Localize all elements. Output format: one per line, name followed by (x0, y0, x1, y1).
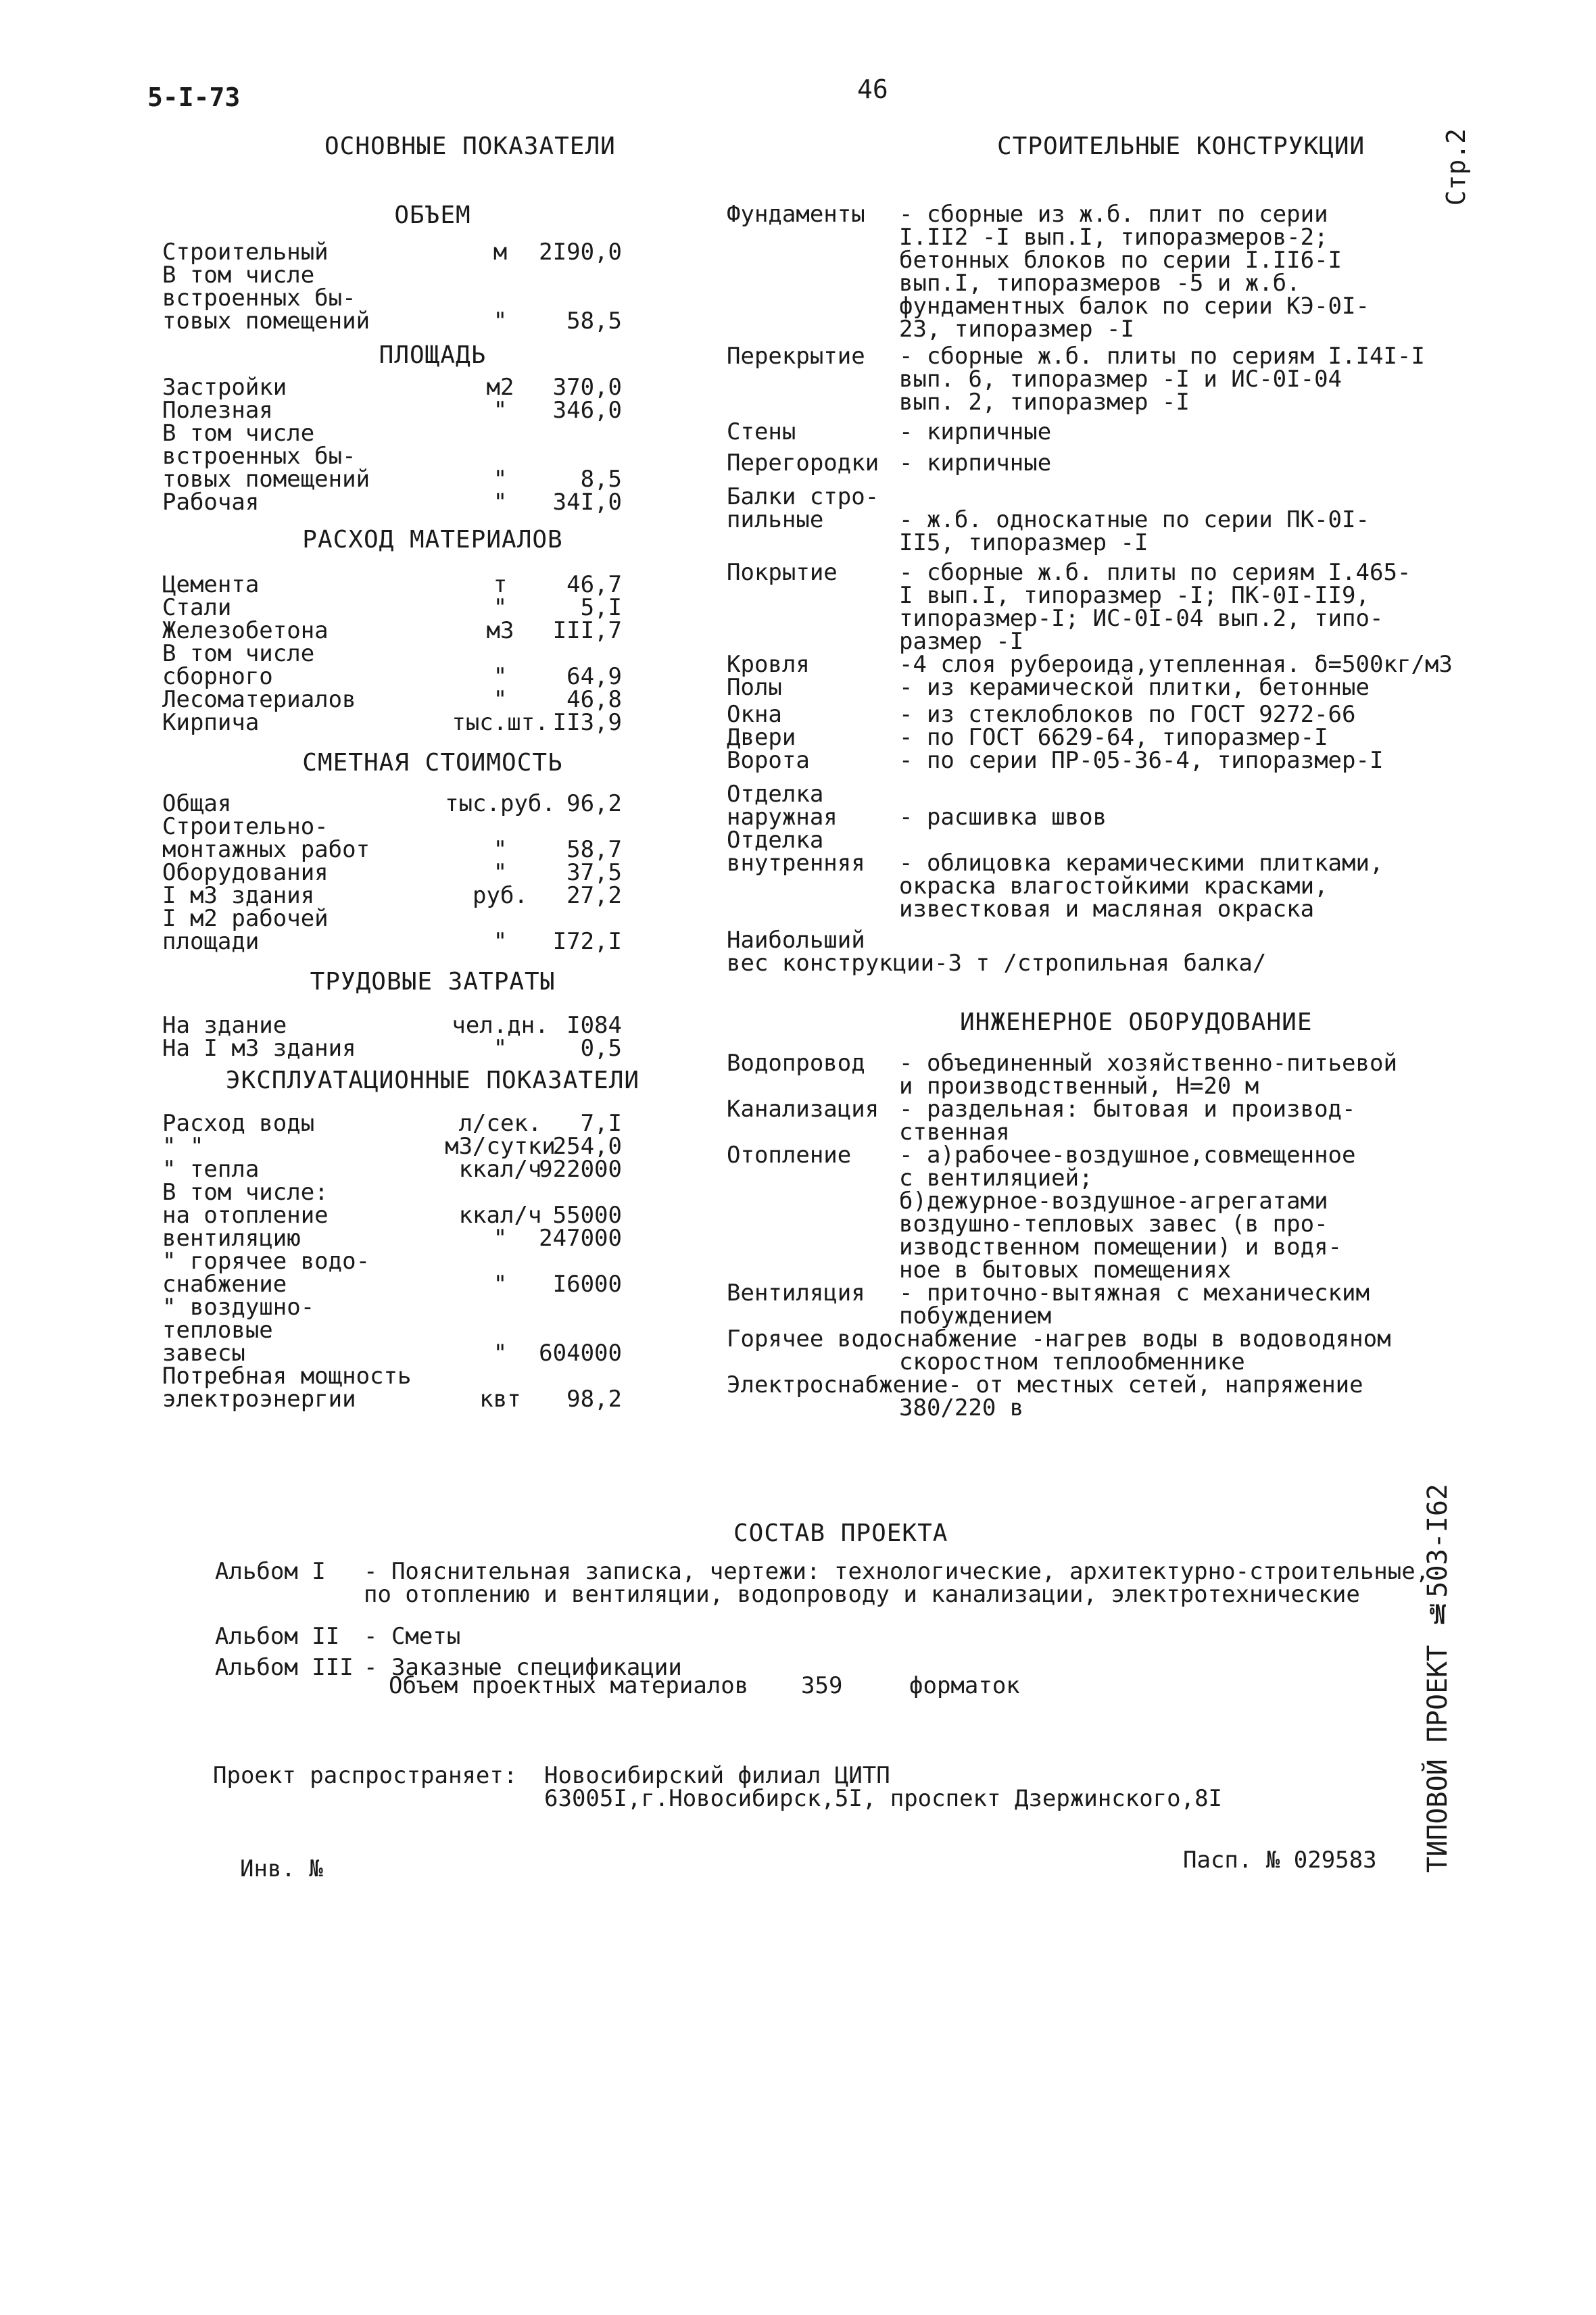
section-title: РАСХОД МАТЕРИАЛОВ (302, 526, 563, 554)
indicator-unit: " (493, 1225, 508, 1252)
indicator-value: 34I,0 (552, 489, 622, 516)
indicator-value: I6000 (552, 1271, 622, 1298)
spec-label: Перегородки (727, 449, 879, 477)
indicator-unit: квт (479, 1386, 521, 1413)
indicator-label: Кирпича (162, 709, 260, 736)
indicator-label: Рабочая (162, 489, 260, 516)
indicator-row (162, 665, 622, 688)
indicator-label: Строительно- (162, 813, 329, 840)
spec-desc: изводственном помещении) и водя- (899, 1234, 1343, 1261)
document-code: 5-I-73 (147, 82, 241, 112)
project-number-label: ТИПОВОЙ ПРОЕКТ №503-I62 (1422, 1484, 1453, 1873)
spec-label: Окна (727, 701, 782, 728)
indicator-label: Цемента (162, 571, 260, 598)
indicator-label: Строительный (162, 239, 329, 266)
spec-desc: фундаментных балок по серии КЭ-0I- (899, 293, 1370, 320)
spec-desc: и производственный, Н=20 м (899, 1073, 1259, 1100)
spec-label: Балки стро- (727, 483, 879, 510)
spec-desc: - сборные из ж.б. плит по серии (899, 201, 1328, 228)
indicator-unit: " (493, 928, 508, 955)
spec-label: Двери (727, 724, 796, 751)
spec-desc: побуждением (899, 1302, 1052, 1330)
indicator-value: III,7 (552, 617, 622, 644)
indicator-label: Потребная мощность (162, 1363, 412, 1390)
indicator-label: площади (162, 928, 260, 955)
spec-label: пильные (727, 506, 824, 533)
indicator-label: электроэнергии (162, 1386, 356, 1413)
indicator-label: Железобетона (162, 617, 329, 644)
spec-desc: 23, типоразмер -I (899, 316, 1134, 343)
indicator-row (162, 688, 622, 711)
spec-desc: II5, типоразмер -I (899, 529, 1148, 556)
indicator-row (162, 376, 622, 399)
indicator-unit: " (493, 397, 508, 424)
spec-desc: - расшивка швов (899, 804, 1107, 831)
indicator-label: I м2 рабочей (162, 905, 329, 932)
indicator-value: 0,5 (580, 1035, 622, 1062)
section-title: СМЕТНАЯ СТОИМОСТЬ (302, 749, 563, 777)
section-title: ОБЪЕМ (394, 201, 471, 229)
indicator-row (162, 310, 622, 333)
spec-label: Электроснабжение- от местных сетей, напряжение (727, 1371, 1363, 1398)
indicator-row (162, 1181, 622, 1204)
spec-label: Кровля (727, 651, 810, 678)
indicator-row (162, 287, 622, 310)
album-desc: - Сметы (364, 1623, 461, 1650)
indicator-label: В том числе (162, 420, 315, 447)
indicator-row (162, 1342, 622, 1365)
indicator-row (162, 619, 622, 642)
indicator-row (162, 1037, 622, 1060)
indicator-value: 64,9 (566, 663, 622, 690)
indicator-value: 96,2 (566, 790, 622, 817)
spec-label: Водопровод (727, 1050, 865, 1077)
indicator-label: На I м3 здания (162, 1035, 356, 1062)
spec-desc: 380/220 в (899, 1394, 1024, 1421)
indicator-unit: чел.дн. (452, 1012, 549, 1039)
spec-label: Канализация (727, 1096, 879, 1123)
indicator-value: 46,7 (566, 571, 622, 598)
indicator-row (162, 264, 622, 287)
indicator-row (162, 422, 622, 445)
volume-value: 359 (801, 1672, 843, 1699)
indicator-label: товых помещений (162, 466, 370, 493)
inventory-number: Инв. № (240, 1855, 323, 1882)
indicator-label: сборного (162, 663, 273, 690)
indicator-row (162, 1250, 622, 1273)
indicator-value: 922000 (539, 1156, 622, 1183)
indicator-unit: м (493, 239, 508, 266)
spec-desc: скоростном теплообменнике (899, 1348, 1245, 1375)
spec-desc: вып.I, типоразмеров -5 и ж.б. (899, 270, 1301, 297)
composition-title: СОСТАВ ПРОЕКТА (733, 1519, 948, 1547)
indicator-row (162, 399, 622, 422)
indicator-row (162, 1388, 622, 1411)
spec-label: Покрытие (727, 559, 838, 586)
page-ref-label: Стр.2 (1441, 128, 1471, 206)
indicator-row (162, 1014, 622, 1037)
left-column-title: ОСНОВНЫЕ ПОКАЗАТЕЛИ (324, 132, 616, 160)
indicator-row (162, 1296, 622, 1319)
indicator-unit: " (493, 836, 508, 863)
indicator-row (162, 491, 622, 514)
spec-desc: ственная (899, 1119, 1010, 1146)
indicator-label: Оборудования (162, 859, 329, 886)
spec-desc: бетонных блоков по серии I.II6-I (899, 247, 1343, 274)
spec-desc: - объединенный хозяйственно-питьевой (899, 1050, 1397, 1077)
indicator-row (162, 596, 622, 619)
indicator-row (162, 1204, 622, 1227)
indicator-unit: " (493, 663, 508, 690)
volume-unit: форматок (909, 1672, 1020, 1699)
spec-label: Отделка (727, 827, 824, 854)
spec-label: наружная (727, 804, 838, 831)
spec-desc: -4 слоя рубероида,утепленная. δ=500кг/м3 (899, 651, 1453, 678)
indicator-row (162, 884, 622, 907)
spec-desc: воздушно-тепловых завес (в про- (899, 1211, 1328, 1238)
indicator-value: 5,I (580, 594, 622, 621)
section-title: ПЛОЩАДЬ (379, 341, 487, 369)
indicator-value: II3,9 (552, 709, 622, 736)
spec-desc: известковая и масляная окраска (899, 896, 1315, 923)
indicator-label: Расход воды (162, 1110, 315, 1137)
section-title: ТРУДОВЫЕ ЗАТРАТЫ (310, 968, 556, 996)
indicator-row (162, 815, 622, 838)
spec-label: Полы (727, 674, 782, 701)
indicator-label: В том числе (162, 262, 315, 289)
indicator-unit: " (493, 308, 508, 335)
distributor-name: Новосибирский филиал ЦИТП (544, 1762, 890, 1789)
indicator-unit: м2 (486, 374, 514, 401)
spec-desc: - по серии ПР-05-36-4, типоразмер-I (899, 747, 1384, 774)
indicator-row (162, 445, 622, 468)
spec-desc: б)дежурное-воздушное-агрегатами (899, 1188, 1328, 1215)
album-name: Альбом III (215, 1654, 354, 1681)
indicator-unit: т (493, 571, 508, 598)
indicator-value: 346,0 (552, 397, 622, 424)
indicator-label: товых помещений (162, 308, 370, 335)
volume-label: Объем проектных материалов (389, 1672, 749, 1699)
passport-number: Пасп. № 029583 (1183, 1847, 1377, 1874)
indicator-unit: " (493, 686, 508, 713)
spec-desc: - по ГОСТ 6629-64, типоразмер-I (899, 724, 1328, 751)
indicator-unit: м3 (486, 617, 514, 644)
indicator-unit: руб. (473, 882, 528, 909)
spec-desc: - сборные ж.б. плиты по сериям I.465- (899, 559, 1411, 586)
indicator-row (162, 792, 622, 815)
spec-label: Перекрытие (727, 343, 865, 370)
indicator-label: встроенных бы- (162, 443, 356, 470)
indicator-label: вентиляцию (162, 1225, 301, 1252)
indicator-unit: м3/сутки (445, 1133, 556, 1160)
indicator-label: В том числе (162, 640, 315, 667)
indicator-value: 247000 (539, 1225, 622, 1252)
indicator-value: 7,I (580, 1110, 622, 1137)
indicator-value: I084 (566, 1012, 622, 1039)
indicator-unit: " (493, 594, 508, 621)
indicator-value: 58,7 (566, 836, 622, 863)
spec-label: Наибольший (727, 927, 865, 954)
indicator-row (162, 1227, 622, 1250)
spec-label: вес конструкции-3 т /стропильная балка/ (727, 950, 1267, 977)
indicator-row (162, 1135, 622, 1158)
spec-label: Горячее водоснабжение -нагрев воды в водоводяном (727, 1325, 1391, 1353)
indicator-row (162, 907, 622, 930)
spec-desc: - раздельная: бытовая и производ- (899, 1096, 1356, 1123)
spec-desc: вып. 6, типоразмер -I и ИС-0I-04 (899, 366, 1343, 393)
spec-desc: окраска влагостойкими красками, (899, 873, 1328, 900)
spec-label: Фундаменты (727, 201, 865, 228)
indicator-row (162, 573, 622, 596)
indicator-label: Стали (162, 594, 232, 621)
page-number: 46 (857, 74, 888, 104)
indicator-value: 2I90,0 (539, 239, 622, 266)
indicator-unit: ккал/ч (458, 1156, 542, 1183)
indicator-label: I м3 здания (162, 882, 315, 909)
spec-desc: вып. 2, типоразмер -I (899, 389, 1190, 416)
indicator-label: снабжение (162, 1271, 287, 1298)
indicator-label: завесы (162, 1340, 245, 1367)
spec-label: Отопление (727, 1142, 852, 1169)
indicator-row (162, 1319, 622, 1342)
spec-label: Отделка (727, 781, 824, 808)
indicator-value: 8,5 (580, 466, 622, 493)
indicator-unit: " (493, 1340, 508, 1367)
indicator-row (162, 468, 622, 491)
indicator-label: На здание (162, 1012, 287, 1039)
indicator-value: 604000 (539, 1340, 622, 1367)
album-name: Альбом I (215, 1558, 326, 1585)
spec-desc: размер -I (899, 628, 1024, 655)
distributor-label: Проект распространяет: (213, 1762, 518, 1789)
spec-label: Стены (727, 418, 796, 445)
indicator-label: на отопление (162, 1202, 329, 1229)
album-desc: - Пояснительная записка, чертежи: технологические, архитектурно-строительные, (364, 1558, 1430, 1585)
indicator-label: " тепла (162, 1156, 260, 1183)
indicator-value: I72,I (552, 928, 622, 955)
indicator-label: " горячее водо- (162, 1248, 370, 1275)
indicator-row (162, 1273, 622, 1296)
indicator-row (162, 861, 622, 884)
spec-desc: I вып.I, типоразмер -I; ПК-0I-II9, (899, 582, 1370, 609)
indicator-unit: " (493, 466, 508, 493)
indicator-value: 58,5 (566, 308, 622, 335)
spec-desc: I.II2 -I вып.I, типоразмеров-2; (899, 224, 1328, 251)
spec-label: внутренняя (727, 850, 865, 877)
indicator-row (162, 241, 622, 264)
indicator-label: " воздушно- (162, 1294, 315, 1321)
indicator-label: Лесоматериалов (162, 686, 356, 713)
spec-desc: типоразмер-I; ИС-0I-04 вып.2, типо- (899, 605, 1384, 632)
indicator-value: 46,8 (566, 686, 622, 713)
spec-desc: с вентиляцией; (899, 1165, 1093, 1192)
indicator-row (162, 1112, 622, 1135)
spec-desc: - облицовка керамическими плитками, (899, 850, 1384, 877)
spec-desc: ное в бытовых помещениях (899, 1257, 1232, 1284)
spec-desc: - приточно-вытяжная с механическим (899, 1280, 1370, 1307)
indicator-value: 98,2 (566, 1386, 622, 1413)
section-title: ЭКСПЛУАТАЦИОННЫЕ ПОКАЗАТЕЛИ (225, 1067, 640, 1094)
indicator-value: 254,0 (552, 1133, 622, 1160)
indicator-label: встроенных бы- (162, 285, 356, 312)
indicator-label: Общая (162, 790, 232, 817)
indicator-unit: " (493, 1271, 508, 1298)
album-desc: - Заказные спецификации (364, 1654, 682, 1681)
indicator-row (162, 711, 622, 734)
indicator-value: 27,2 (566, 882, 622, 909)
indicator-unit: " (493, 1035, 508, 1062)
spec-desc: - из керамической плитки, бетонные (899, 674, 1370, 701)
indicator-row (162, 838, 622, 861)
indicator-row (162, 1158, 622, 1181)
spec-desc: - из стеклоблоков по ГОСТ 9272-66 (899, 701, 1356, 728)
indicator-unit: тыс.шт. (452, 709, 549, 736)
spec-desc: - кирпичные (899, 449, 1052, 477)
indicator-row (162, 930, 622, 953)
distributor-address: 63005I,г.Новосибирск,5I, проспект Дзержинского,8I (544, 1785, 1223, 1812)
album-desc: по отоплению и вентиляции, водопроводу и канализации, электротехнические (364, 1581, 1360, 1608)
indicator-unit: " (493, 859, 508, 886)
indicator-label: Полезная (162, 397, 273, 424)
right-column-title: СТРОИТЕЛЬНЫЕ КОНСТРУКЦИИ (997, 132, 1365, 160)
engineering-title: ИНЖЕНЕРНОЕ ОБОРУДОВАНИЕ (960, 1008, 1313, 1036)
spec-label: Ворота (727, 747, 810, 774)
spec-label: Вентиляция (727, 1280, 865, 1307)
indicator-value: 370,0 (552, 374, 622, 401)
indicator-label: В том числе: (162, 1179, 329, 1206)
indicator-label: монтажных работ (162, 836, 370, 863)
spec-desc: - ж.б. односкатные по серии ПК-0I- (899, 506, 1370, 533)
indicator-row (162, 1365, 622, 1388)
spec-desc: - кирпичные (899, 418, 1052, 445)
indicator-unit: тыс.руб. (445, 790, 556, 817)
indicator-label: " " (162, 1133, 204, 1160)
indicator-unit: л/сек. (458, 1110, 542, 1137)
indicator-row (162, 642, 622, 665)
indicator-label: Застройки (162, 374, 287, 401)
spec-desc: - а)рабочее-воздушное,совмещенное (899, 1142, 1356, 1169)
indicator-value: 55000 (552, 1202, 622, 1229)
indicator-unit: " (493, 489, 508, 516)
indicator-unit: ккал/ч (458, 1202, 542, 1229)
indicator-label: тепловые (162, 1317, 273, 1344)
indicator-value: 37,5 (566, 859, 622, 886)
spec-desc: - сборные ж.б. плиты по сериям I.I4I-I (899, 343, 1425, 370)
album-name: Альбом II (215, 1623, 340, 1650)
